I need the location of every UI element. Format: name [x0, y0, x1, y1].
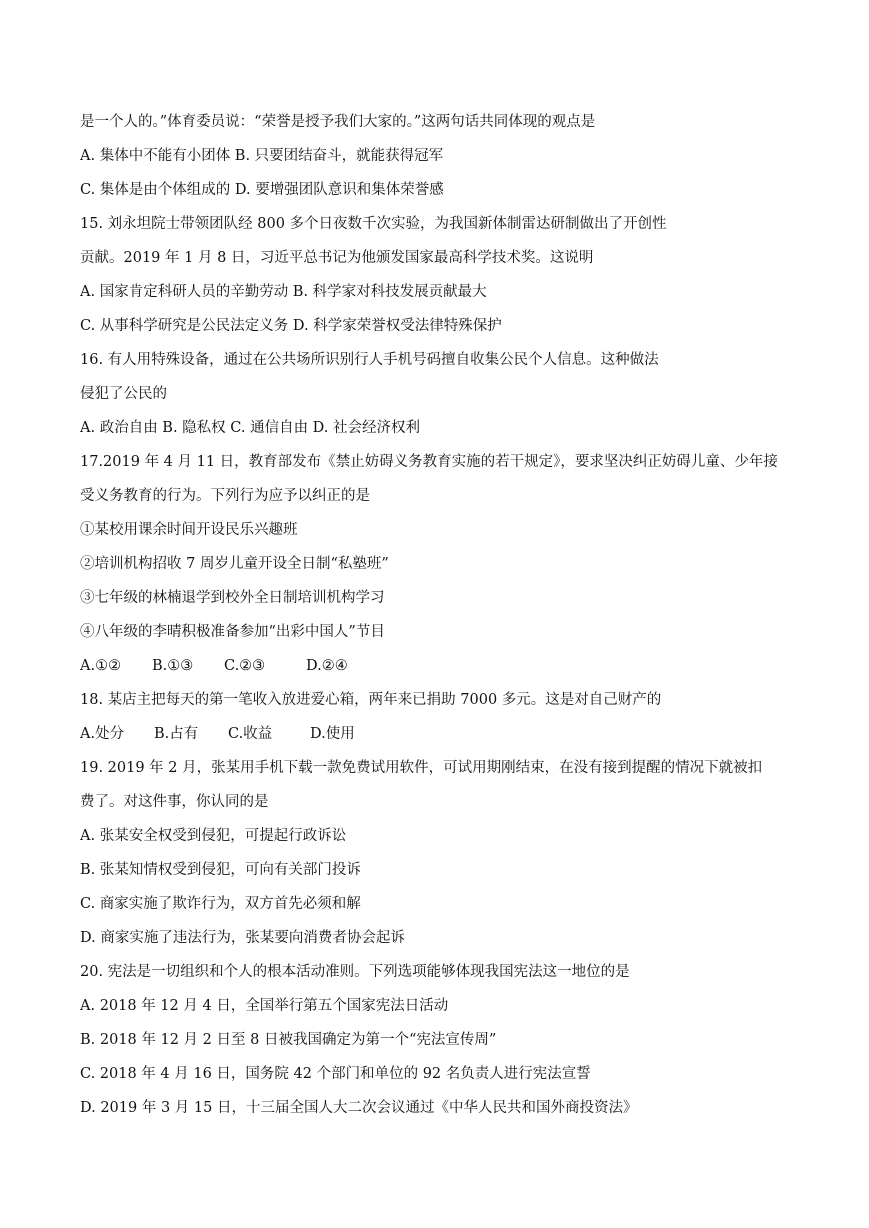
q19-stem: 19. 2019 年 2 月，张某用手机下载一款免费试用软件，可试用期刚结束，在没有接到提醒的情况下就被扣	[80, 760, 763, 776]
q17-stem: 17.2019 年 4 月 11 日，教育部发布《禁止妨碍义务教育实施的若干规定》，要求坚决纠正妨碍儿童、少年接	[80, 454, 778, 470]
q18-option-d: D.使用	[310, 726, 355, 742]
q17-stem-continuation: 受义务教育的行为。下列行为应予以纠正的是	[80, 488, 370, 504]
q19-option-c: C. 商家实施了欺诈行为，双方首先必须和解	[80, 896, 361, 912]
q15-stem: 15. 刘永坦院士带领团队经 800 多个日夜数千次实验，为我国新体制雷达研制做出了开创性	[80, 216, 667, 232]
q18-stem: 18. 某店主把每天的第一笔收入放进爱心箱，两年来已捐助 7000 多元。这是对自己财产的	[80, 692, 662, 708]
q17-options	[80, 656, 809, 676]
q16-stem: 16. 有人用特殊设备，通过在公共场所识别行人手机号码擅自收集公民个人信息。这种做法	[80, 352, 659, 368]
q17-option-c: C.②③	[224, 658, 266, 674]
q15-options-ab: A. 国家肯定科研人员的辛勤劳动 B. 科学家对科技发展贡献最大	[80, 284, 487, 300]
q18-options	[80, 724, 809, 744]
q14-stem-continuation: 是一个人的。”体育委员说：“荣誉是授予我们大家的。”这两句话共同体现的观点是	[80, 114, 596, 130]
q17-option-d: D.②④	[306, 658, 348, 674]
q18-option-a: A.处分	[80, 726, 125, 742]
q19-option-d: D. 商家实施了违法行为，张某要向消费者协会起诉	[80, 930, 405, 946]
q17-item-1: ①某校用课余时间开设民乐兴趣班	[80, 522, 298, 538]
q14-options-cd: C. 集体是由个体组成的 D. 要增强团队意识和集体荣誉感	[80, 182, 444, 198]
q17-option-a: A.①②	[80, 658, 122, 674]
q18-option-b: B.占有	[154, 726, 199, 742]
q20-option-d: D. 2019 年 3 月 15 日，十三届全国人大二次会议通过《中华人民共和国外商投资法》	[80, 1100, 638, 1116]
q17-item-4: ④八年级的李晴积极准备参加“出彩中国人”节目	[80, 624, 385, 640]
q19-option-a: A. 张某安全权受到侵犯，可提起行政诉讼	[80, 828, 347, 844]
q17-option-b: B.①③	[152, 658, 194, 674]
q19-option-b: B. 张某知情权受到侵犯，可向有关部门投诉	[80, 862, 361, 878]
q19-stem-continuation: 费了。对这件事，你认同的是	[80, 794, 269, 810]
q20-option-a: A. 2018 年 12 月 4 日，全国举行第五个国家宪法日活动	[80, 998, 449, 1014]
q14-options-ab: A. 集体中不能有小团体 B. 只要团结奋斗，就能获得冠军	[80, 148, 444, 164]
q17-item-3: ③七年级的林楠退学到校外全日制培训机构学习	[80, 590, 385, 606]
q15-options-cd: C. 从事科学研究是公民法定义务 D. 科学家荣誉权受法律特殊保护	[80, 318, 502, 334]
q20-option-b: B. 2018 年 12 月 2 日至 8 日被我国确定为第一个“宪法宣传周”	[80, 1032, 497, 1048]
q16-stem-continuation: 侵犯了公民的	[80, 386, 167, 402]
q15-stem-continuation: 贡献。2019 年 1 月 8 日，习近平总书记为他颁发国家最高科学技术奖。这说明	[80, 250, 594, 266]
q18-option-c: C.收益	[228, 726, 273, 742]
q20-stem: 20. 宪法是一切组织和个人的根本活动准则。下列选项能够体现我国宪法这一地位的是	[80, 964, 630, 980]
q20-option-c: C. 2018 年 4 月 16 日，国务院 42 个部门和单位的 92 名负责人进行宪法宣誓	[80, 1066, 591, 1082]
q16-options: A. 政治自由 B. 隐私权 C. 通信自由 D. 社会经济权利	[80, 420, 421, 436]
q17-item-2: ②培训机构招收 7 周岁儿童开设全日制“私塾班”	[80, 556, 389, 572]
